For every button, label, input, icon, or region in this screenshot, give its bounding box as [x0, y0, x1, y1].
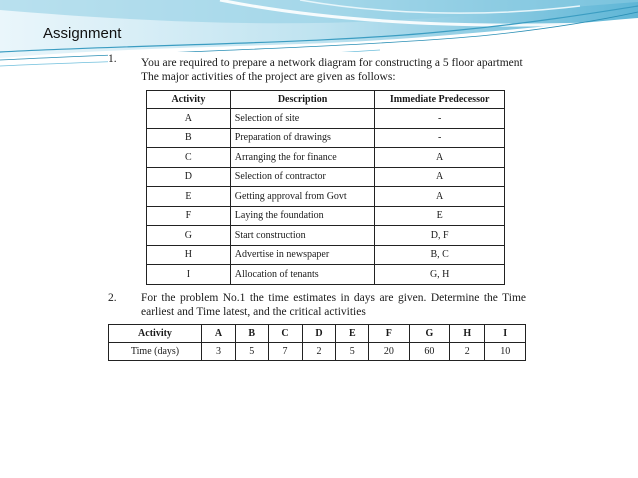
cell-predecessor: E — [375, 206, 505, 226]
column-header-c: C — [268, 324, 302, 342]
time-cell: 60 — [409, 342, 450, 360]
cell-description: Laying the foundation — [230, 206, 375, 226]
cell-activity: I — [147, 265, 231, 285]
question-1-number: 1. — [108, 53, 117, 65]
assignment-content — [108, 52, 528, 361]
cell-predecessor: A — [375, 148, 505, 168]
column-header-predecessor: Immediate Predecessor — [375, 91, 505, 109]
column-header-g: G — [409, 324, 450, 342]
table-row — [147, 187, 505, 207]
time-table-header — [109, 324, 526, 342]
table-row — [147, 226, 505, 246]
cell-description: Selection of contractor — [230, 167, 375, 187]
column-header-e: E — [336, 324, 369, 342]
table-row — [147, 265, 505, 285]
cell-activity: F — [147, 206, 231, 226]
activity-table-header — [147, 91, 505, 109]
column-header-i: I — [485, 324, 526, 342]
cell-activity: B — [147, 128, 231, 148]
question-1-line-1: You are required to prepare a network diagram for constructing a 5 floor apartment — [141, 57, 523, 69]
table-row — [147, 109, 505, 129]
table-row — [109, 342, 526, 360]
cell-activity: C — [147, 148, 231, 168]
table-row — [147, 245, 505, 265]
time-estimates-table — [108, 324, 526, 361]
question-1-line-2: The major activities of the project are given as follows: — [141, 71, 396, 83]
question-1 — [108, 52, 528, 84]
cell-description: Preparation of drawings — [230, 128, 375, 148]
cell-description: Advertise in newspaper — [230, 245, 375, 265]
time-cell: 3 — [202, 342, 236, 360]
time-cell: 2 — [450, 342, 485, 360]
time-cell: 10 — [485, 342, 526, 360]
cell-predecessor: B, C — [375, 245, 505, 265]
column-header-h: H — [450, 324, 485, 342]
column-header-activity: Activity — [109, 324, 202, 342]
cell-description: Getting approval from Govt — [230, 187, 375, 207]
table-row — [147, 148, 505, 168]
cell-predecessor: D, F — [375, 226, 505, 246]
row-label: Time (days) — [109, 342, 202, 360]
activity-table — [146, 90, 505, 285]
column-header-f: F — [369, 324, 410, 342]
column-header-d: D — [302, 324, 336, 342]
cell-activity: D — [147, 167, 231, 187]
cell-predecessor: A — [375, 167, 505, 187]
cell-activity: H — [147, 245, 231, 265]
question-2-number: 2. — [108, 291, 117, 304]
question-2 — [108, 291, 528, 319]
column-header-a: A — [202, 324, 236, 342]
page-title: Assignment — [43, 25, 122, 42]
table-row — [147, 167, 505, 187]
column-header-description: Description — [230, 91, 375, 109]
cell-description: Selection of site — [230, 109, 375, 129]
table-row — [147, 206, 505, 226]
cell-activity: G — [147, 226, 231, 246]
time-cell: 2 — [302, 342, 336, 360]
cell-predecessor: - — [375, 128, 505, 148]
cell-predecessor: - — [375, 109, 505, 129]
question-2-text: For the problem No.1 the time estimates in days are given. Determine the Time earliest and Time latest, and the critical activities — [141, 291, 526, 318]
cell-activity: E — [147, 187, 231, 207]
time-cell: 20 — [369, 342, 410, 360]
cell-description: Allocation of tenants — [230, 265, 375, 285]
column-header-activity: Activity — [147, 91, 231, 109]
table-row — [147, 128, 505, 148]
cell-predecessor: G, H — [375, 265, 505, 285]
cell-description: Arranging the for finance — [230, 148, 375, 168]
time-cell: 5 — [336, 342, 369, 360]
cell-description: Start construction — [230, 226, 375, 246]
time-cell: 7 — [268, 342, 302, 360]
cell-activity: A — [147, 109, 231, 129]
time-cell: 5 — [235, 342, 268, 360]
column-header-b: B — [235, 324, 268, 342]
cell-predecessor: A — [375, 187, 505, 207]
